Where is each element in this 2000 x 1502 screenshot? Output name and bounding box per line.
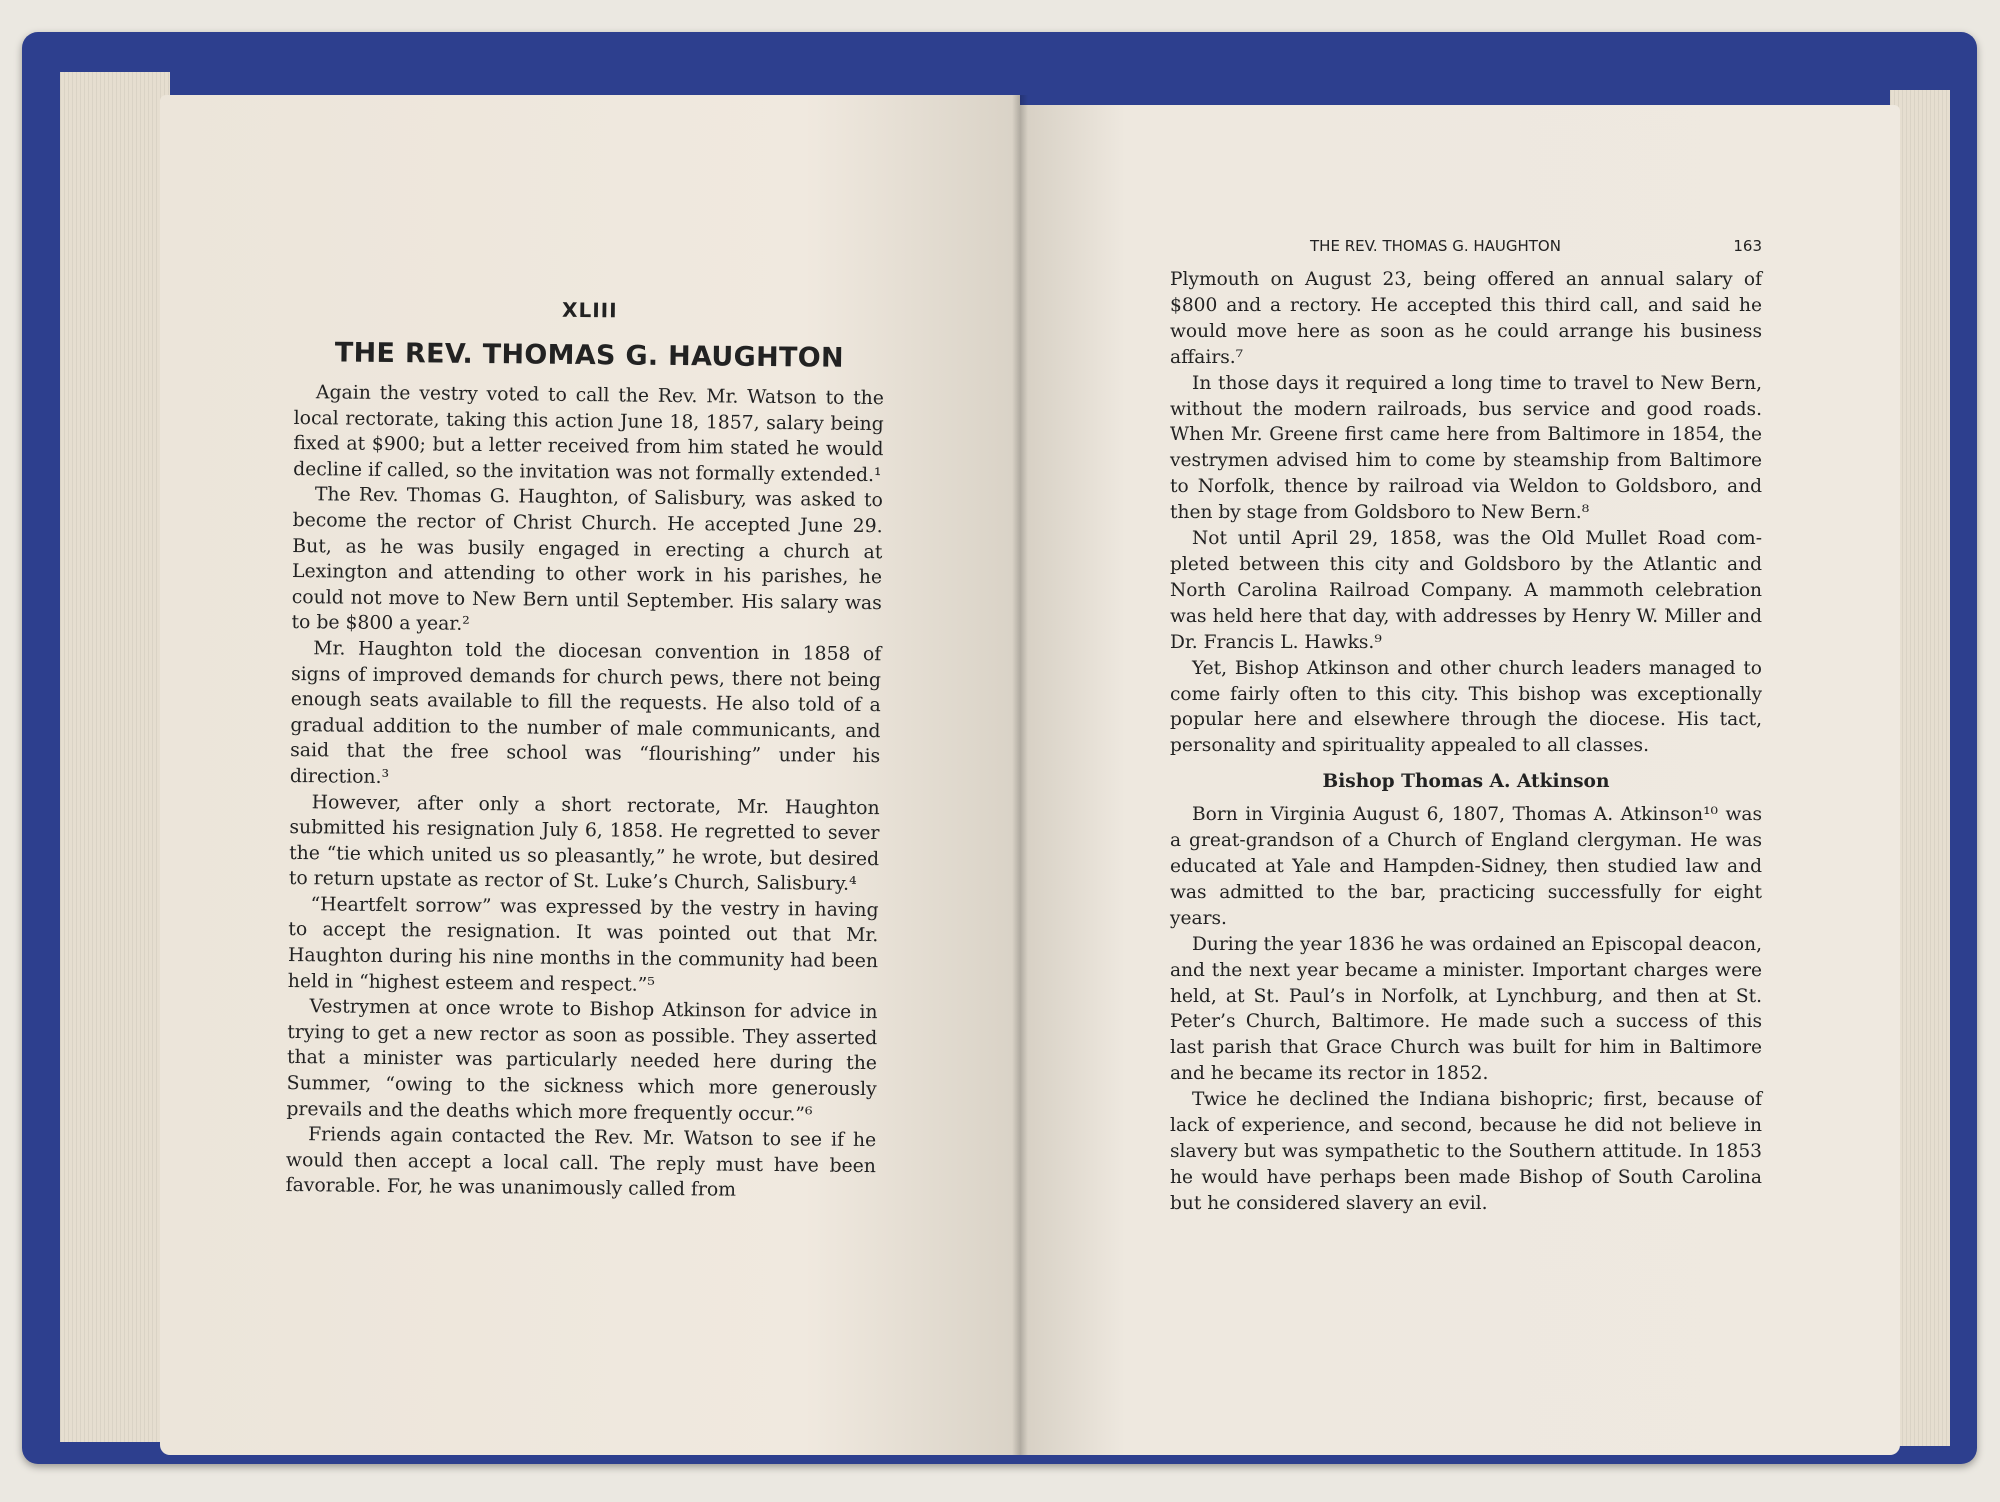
paragraph: During the year 1836 he was ordained an Episcopal deacon, and the next year became a minister. Important charges were held, at St. Paul’s in Norfolk, at Lynchburg, and then at St. Peter’s Church, Baltimore. He made such a success of this last parish that Grace Church was built for him in Baltimore and he became its rector in 1852. [1170,933,1762,1085]
chapter-title: THE REV. THOMAS G. HAUGHTON [334,337,845,374]
paragraph: In those days it required a long time to travel to New Bern, without the modern railroads, bus service and good roads. When Mr. Greene first came here from Baltimore in 1854, the vestrymen advised him to come by steamship from Baltimore to Norfolk, thence by railroad via Weldon to Goldsboro, and then by stage from Goldsboro to New Bern.⁸ [1170,372,1762,524]
running-head-title: THE REV. THOMAS G. HAUGHTON [1310,237,1561,255]
chapter-number: XLIII [561,297,618,323]
paragraph: Vestrymen at once wrote to Bishop Atkinson for advice in trying to get a new rector as soon as possible. They asserted that a minister was particularly needed here during the Summer, “owing to the sickness which more generously prevails and the deaths which more frequently occur.”⁶ [286,996,878,1126]
left-page-edges [60,72,170,1442]
paragraph: Not until April 29, 1858, was the Old Mullet Road completed between this city and Goldsboro by the Atlantic and North Carolina Railroad Company. A mammoth celebration was held here that day, with addresses by Henry W. Miller and Dr. Francis L. Hawks.⁹ [1170,528,1762,653]
book-gutter [1012,95,1028,1455]
right-page-text [1170,237,1762,1217]
paragraph: Twice he declined the Indiana bishopric; first, because of lack of experience, and second, because he did not believe in slavery but was sympathetic to the Southern attitude. In 1853 he would have perhaps been made Bishop of South Carolina but he considered slavery an evil. [1170,1089,1762,1214]
paragraph: Plymouth on August 23, being offered an annual salary of $800 and a rectory. He accepted this third call, and said he would move here as soon as he could arrange his business affairs.⁷ [1170,269,1762,368]
paragraph: Mr. Haughton told the diocesan convention in 1858 of signs of improved demands for church pews, there not being enough seats available to fill the requests. He also told of a gradual addition to the number of male communicants, and said that the free school was “flourishing” under his direction.³ [289,638,882,788]
paragraph: Again the vestry voted to call the Rev. Mr. Watson to the local rectorate, taking this action June 18, 1857, salary being fixed at $900; but a letter received from him stated he would decline if called, so the invitation was not formally extended.¹ [293,382,885,486]
left-page [160,95,1020,1455]
section-heading: Bishop Thomas A. Atkinson [1322,771,1610,793]
paragraph: Friends again contacted the Rev. Mr. Watson to see if he would then accept a local call. The reply must have been favorable. For, he was unanimously called from [285,1124,877,1202]
page-number: 163 [1733,237,1762,255]
paragraph: Born in Virginia August 6, 1807, Thomas A. Atkinson¹⁰ was a great-grandson of a Church of England clergyman. He was educated at Yale and Hampden-Sidney, then studied law and was admitted to the bar, practicing successfully for eight years. [1170,804,1762,929]
right-page [1020,105,1900,1455]
left-page-text [286,295,885,1205]
running-head [1170,237,1762,255]
paragraph: Yet, Bishop Atkinson and other church leaders managed to come fairly often to this city. This bishop was exceptionally popular here and elsewhere through the diocese. His tact, personality and spirituality appealed to all classes. [1170,657,1762,757]
paragraph: The Rev. Thomas G. Haughton, of Salisbury, was asked to become the rector of Christ Church. He accepted June 29. But, as he was busily engaged in erecting a church at Lexington and attending to other work in his parishes, he could not move to New Bern until September. His salary was to be $800 a year.² [291,484,883,636]
paragraph: However, after only a short rectorate, Mr. Haughton submitted his resignation July 6, 1858. He regretted to sever the “tie which united us so pleasantly,” he wrote, but desired to return upstate as rector of St. Luke’s Church, Salisbury.⁴ [288,791,880,896]
paragraph: “Heartfelt sorrow” was expressed by the vestry in having to accept the resignation. It was pointed out that Mr. Haughton during his nine months in the community had been held in “highest esteem and respect.”⁵ [287,894,879,996]
